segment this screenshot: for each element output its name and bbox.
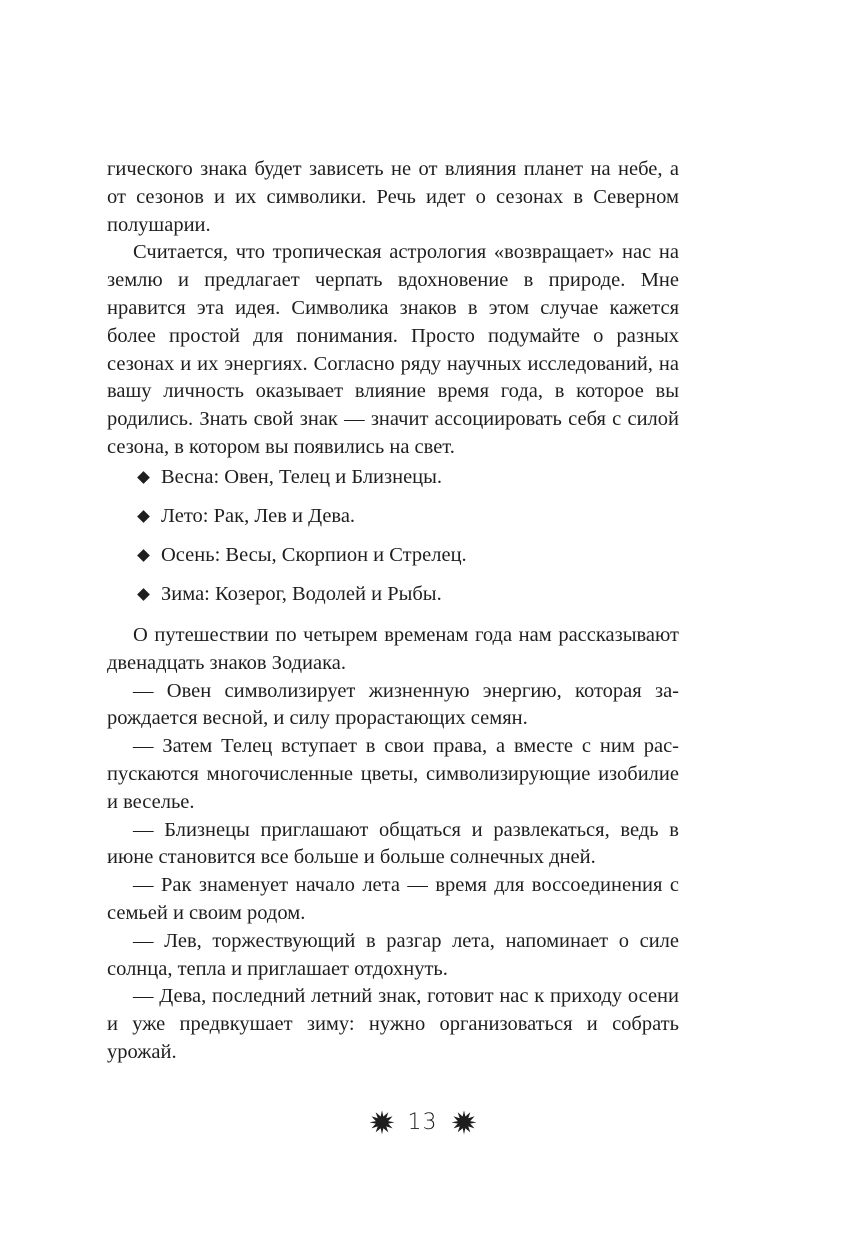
paragraph-gemini: — Близнецы приглашают общаться и развлекаться, ведь в июне становится все больше и больше солнечных дней. [107,818,679,869]
paragraph-cancer: — Рак знаменует начало лета — время для воссоединения с семьей и своим родом. [107,874,679,924]
paragraph-leo: — Лев, торжествующий в разгар лета, напоминает о силе солнца, тепла и приглашает отдохнуть. [107,929,679,980]
diamond-bullet-icon [137,588,150,601]
paragraph-taurus: — Затем Телец вступает в свои права, а вместе с ним распускаются многочисленные цветы, символизирующие изобилие и веселье. [107,735,679,813]
page-footer [0,1111,845,1135]
paragraph-zodiac-intro: О путешествии по четырем временам года нам рассказывают двенадцать знаков Зодиака. [107,624,679,674]
page-number: 13 [407,1110,438,1135]
paragraph-virgo: — Дева, последний летний знак, готовит нас к приходу осени и уже предвкушает зиму: нужно организоваться и собрать урожай. [107,985,679,1063]
list-item-text: Весна: Овен, Телец и Близнецы. [161,466,443,488]
list-item-text: Осень: Весы, Скорпион и Стрелец. [161,544,467,566]
zodiac-text [107,622,679,1067]
list-item-text: Лето: Рак, Лев и Дева. [161,505,356,527]
list-item-summer [136,503,676,542]
list-item-spring [136,464,676,503]
intro-text [107,156,679,462]
star-burst-icon [370,1111,394,1135]
paragraph-continuation: гического знака будет зависеть не от влияния планет на небе, а от сезонов и их символики. Речь идет о сезонах в Северном полушарии. [107,158,679,236]
list-item-winter [136,581,676,620]
seasons-list [136,464,676,620]
list-item-text: Зима: Козерог, Водолей и Рыбы. [161,583,442,605]
star-burst-icon [452,1111,476,1135]
diamond-bullet-icon [137,471,150,484]
diamond-bullet-icon [137,510,150,523]
paragraph-aries: — Овен символизирует жизненную энергию, которая зарождается весной, и силу прорастающих семян. [107,679,679,730]
paragraph-tropical-astrology: Считается, что тропическая астрология «возвращает» нас на землю и предлагает черпать вдохновение в природе. Мне нравится эта идея. Символика знаков в этом случае кажется более простой для понимания. Просто подумайте о разных сезонах и их энергиях. Согласно ряду научных исследований, на вашу личность оказывает влияние время года, в которое вы родились. Знать свой знак — значит ассоциировать себя с силой сезона, в котором вы появились на свет. [107,241,679,458]
list-item-autumn [136,542,676,581]
diamond-bullet-icon [137,549,150,562]
